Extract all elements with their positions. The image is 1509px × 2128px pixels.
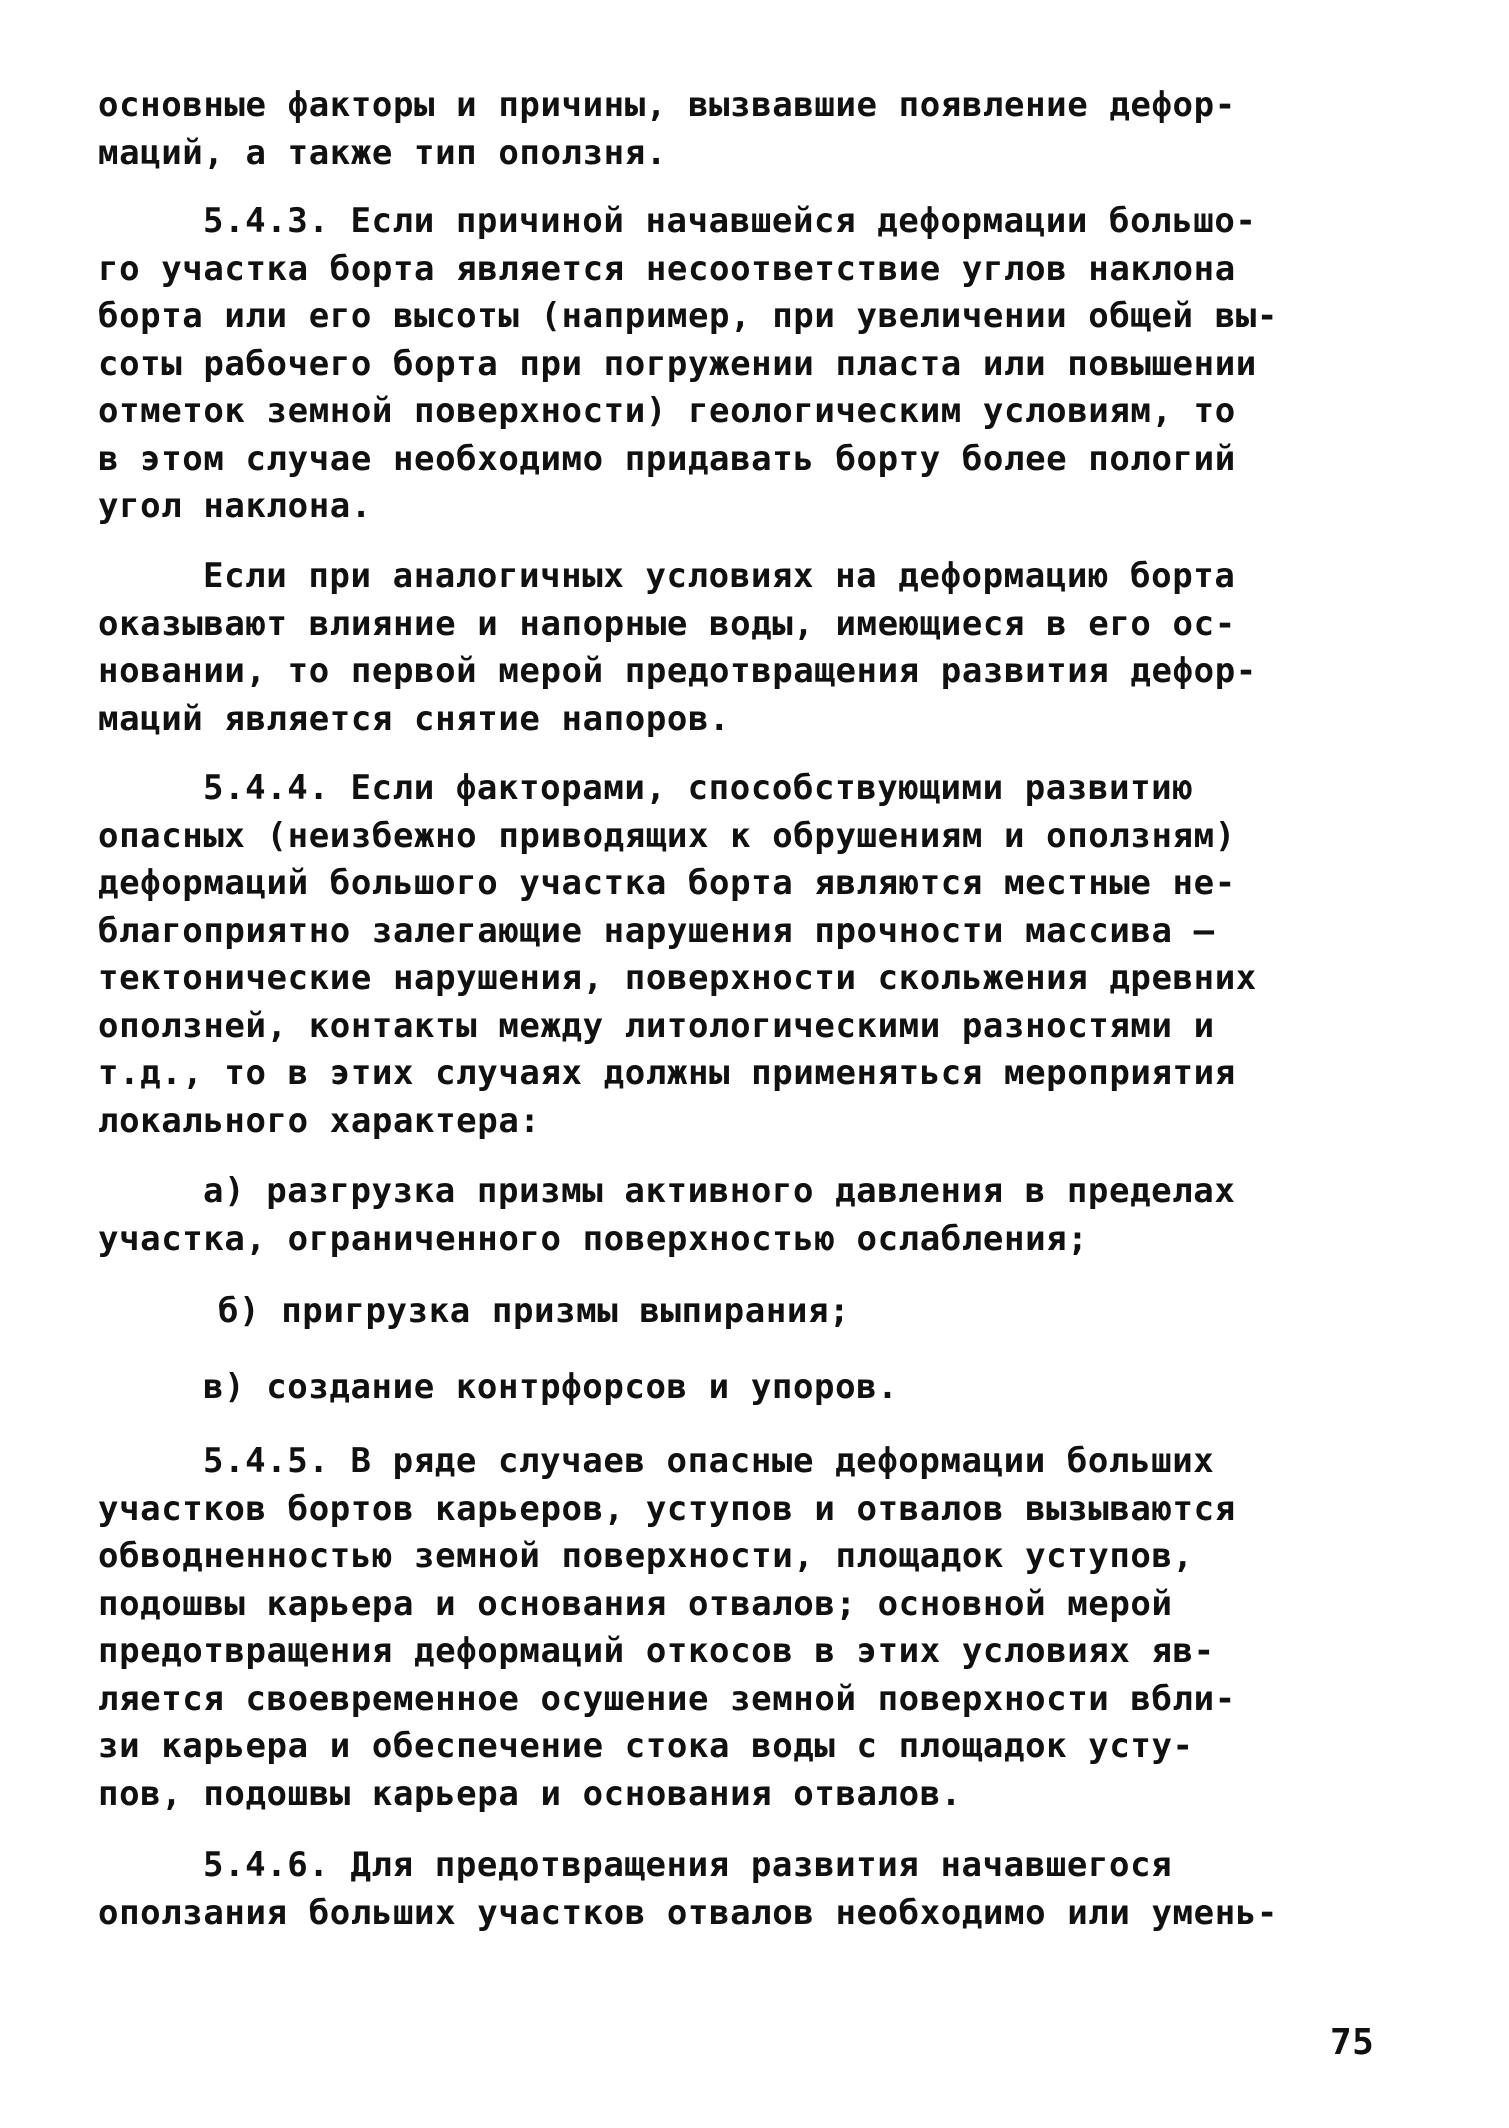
list-item-c (98, 1364, 1428, 1412)
text-line: оползней, контакты между литологическими разностями и (98, 1005, 1215, 1046)
text-line: т.д., то в этих случаях должны применяться мероприятия (98, 1053, 1236, 1093)
text-line: подошвы карьера и основания отвалов; основной мерой (98, 1583, 1173, 1624)
text-line: оказывают влияние и напорные воды, имеющиеся в его ос- (98, 603, 1236, 644)
text-line: 5.4.5. В ряде случаев опасные деформации больших (203, 1441, 1215, 1481)
text-line: соты рабочего борта при погружении пласта или повышении (98, 343, 1257, 384)
text-line: оползания больших участков отвалов необходимо или умень- (98, 1892, 1278, 1933)
text-line: в этом случае необходимо придавать борту более пологий (98, 438, 1236, 479)
text-line: в) создание контрфорсов и упоров. (203, 1367, 899, 1407)
text-line: новании, то первой мерой предотвращения развития дефор- (98, 651, 1257, 691)
text-line: тектонические нарушения, поверхности скольжения древних (98, 958, 1257, 998)
text-line: деформаций большого участка борта являются местные не- (98, 863, 1236, 903)
text-line: борта или его высоты (например, при увеличении общей вы- (98, 296, 1278, 336)
text-line: опасных (неизбежно приводящих к обрушениям и оползням) (98, 815, 1236, 856)
text-line: локального характера: (98, 1100, 541, 1141)
text-line: 5.4.4. Если факторами, способствующими развитию (203, 768, 1194, 808)
list-item-a (98, 1168, 1428, 1263)
text-line: го участка борта является несоответствие углов наклона (98, 248, 1236, 289)
text-line: б) пригрузка призмы выпирания; (218, 1291, 851, 1331)
text-line: 5.4.3. Если причиной начавшейся деформации большо- (203, 201, 1257, 241)
text-line: а) разгрузка призмы активного давления в пределах (203, 1171, 1236, 1211)
text-line: маций, а также тип оползня. (98, 132, 667, 173)
text-line: благоприятно залегающие нарушения прочности массива – (98, 910, 1215, 951)
paragraph-continuation (98, 82, 1428, 177)
paragraph-pressure-waters (98, 553, 1428, 743)
text-line: Если при аналогичных условиях на деформацию борта (203, 556, 1236, 596)
paragraph-5-4-3 (98, 198, 1428, 531)
text-line: отметок земной поверхности) геологическим условиям, то (98, 391, 1236, 431)
text-line: участка, ограниченного поверхностью ослабления; (98, 1218, 1089, 1259)
text-line: угол наклона. (98, 486, 372, 526)
text-line: 5.4.6. Для предотвращения развития начавшегося (203, 1845, 1173, 1885)
paragraph-5-4-5 (98, 1438, 1428, 1818)
text-line: пов, подошвы карьера и основания отвалов. (98, 1773, 962, 1814)
paragraph-5-4-6 (98, 1842, 1428, 1937)
paragraph-5-4-4 (98, 765, 1428, 1145)
text-line: ляется своевременное осушение земной поверхности вбли- (98, 1678, 1236, 1719)
text-line: участков бортов карьеров, уступов и отвалов вызываются (98, 1488, 1236, 1529)
text-line: обводненностью земной поверхности, площадок уступов, (98, 1536, 1194, 1576)
text-line: основные факторы и причины, вызвавшие появление дефор- (98, 85, 1236, 125)
list-item-b (98, 1288, 1428, 1336)
text-line: маций является снятие напоров. (98, 698, 731, 739)
text-line: зи карьера и обеспечение стока воды с площадок усту- (98, 1726, 1194, 1766)
text-line: предотвращения деформаций откосов в этих условиях яв- (98, 1631, 1215, 1671)
page-number: 75 (1330, 2022, 1375, 2063)
